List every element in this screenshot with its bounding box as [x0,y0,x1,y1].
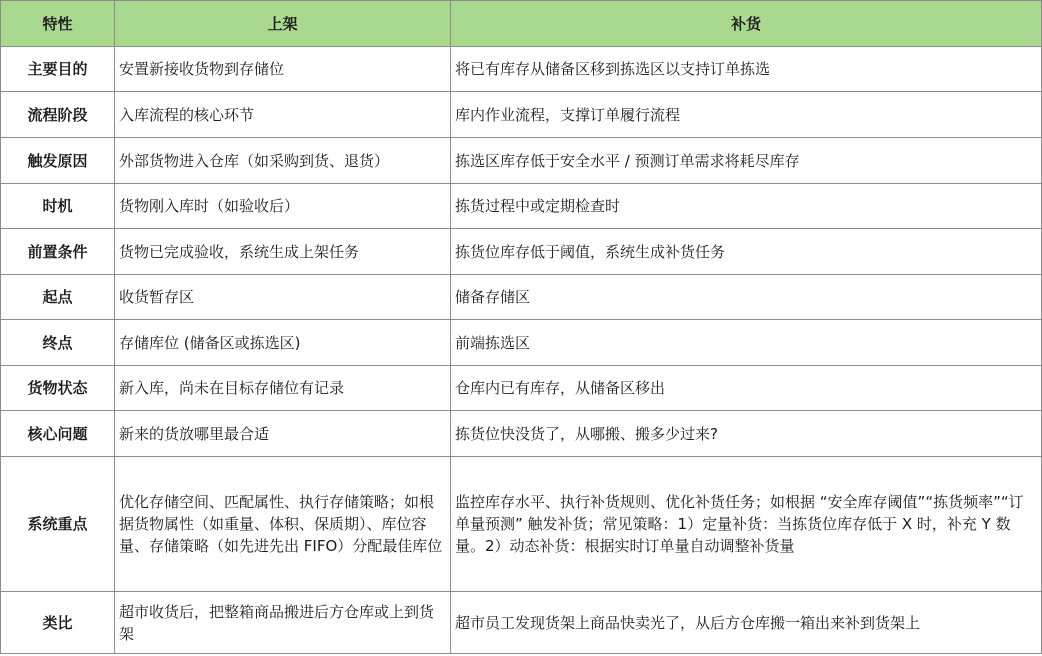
row-replenishment: 拣货过程中或定期检查时 [451,184,1042,229]
row-feature: 系统重点 [1,457,115,592]
table-row [1,411,1042,457]
table-row [1,184,1042,229]
row-feature: 终点 [1,320,115,366]
row-feature: 触发原因 [1,138,115,184]
row-putaway: 新来的货放哪里最合适 [115,411,451,457]
row-replenishment: 拣货位快没货了，从哪搬、搬多少过来? [451,411,1042,457]
row-feature: 类比 [1,592,115,654]
row-replenishment: 拣选区库存低于安全水平 / 预测订单需求将耗尽库存 [451,138,1042,184]
row-feature: 主要目的 [1,47,115,92]
table-row [1,366,1042,411]
header-putaway: 上架 [115,1,451,47]
row-putaway: 存储库位 (储备区或拣选区) [115,320,451,366]
header-replenishment: 补货 [451,1,1042,47]
row-putaway: 外部货物进入仓库（如采购到货、退货） [115,138,451,184]
row-putaway: 优化存储空间、匹配属性、执行存储策略；如根据货物属性（如重量、体积、保质期）、库位容量、存储策略（如先进先出 FIFO）分配最佳库位 [115,457,451,592]
row-feature: 起点 [1,275,115,320]
table-row [1,592,1042,654]
row-putaway: 安置新接收货物到存储位 [115,47,451,92]
row-putaway: 货物刚入库时（如验收后） [115,184,451,229]
table-row [1,229,1042,275]
row-replenishment: 储备存储区 [451,275,1042,320]
row-replenishment: 仓库内已有库存，从储备区移出 [451,366,1042,411]
row-feature: 货物状态 [1,366,115,411]
row-putaway: 超市收货后，把整箱商品搬进后方仓库或上到货架 [115,592,451,654]
row-replenishment: 库内作业流程，支撑订单履行流程 [451,92,1042,138]
row-replenishment: 拣货位库存低于阈值，系统生成补货任务 [451,229,1042,275]
table-row [1,47,1042,92]
row-replenishment: 将已有库存从储备区移到拣选区以支持订单拣选 [451,47,1042,92]
row-putaway: 货物已完成验收，系统生成上架任务 [115,229,451,275]
table-row [1,457,1042,592]
row-putaway: 收货暂存区 [115,275,451,320]
header-row [1,1,1042,47]
row-feature: 时机 [1,184,115,229]
row-feature: 前置条件 [1,229,115,275]
table-row [1,138,1042,184]
row-putaway: 入库流程的核心环节 [115,92,451,138]
row-replenishment: 监控库存水平、执行补货规则、优化补货任务；如根据 “安全库存阈值”“拣货频率”“订单量预测” 触发补货；常见策略：1）定量补货：当拣货位库存低于 X 时，补充 Y 数量。2）动态补货：根据实时订单量自动调整补货量 [451,457,1042,592]
header-feature: 特性 [1,1,115,47]
table-row [1,92,1042,138]
table-row [1,320,1042,366]
row-feature: 流程阶段 [1,92,115,138]
row-replenishment: 前端拣选区 [451,320,1042,366]
table-row [1,275,1042,320]
row-putaway: 新入库，尚未在目标存储位有记录 [115,366,451,411]
row-feature: 核心问题 [1,411,115,457]
row-replenishment: 超市员工发现货架上商品快卖光了，从后方仓库搬一箱出来补到货架上 [451,592,1042,654]
